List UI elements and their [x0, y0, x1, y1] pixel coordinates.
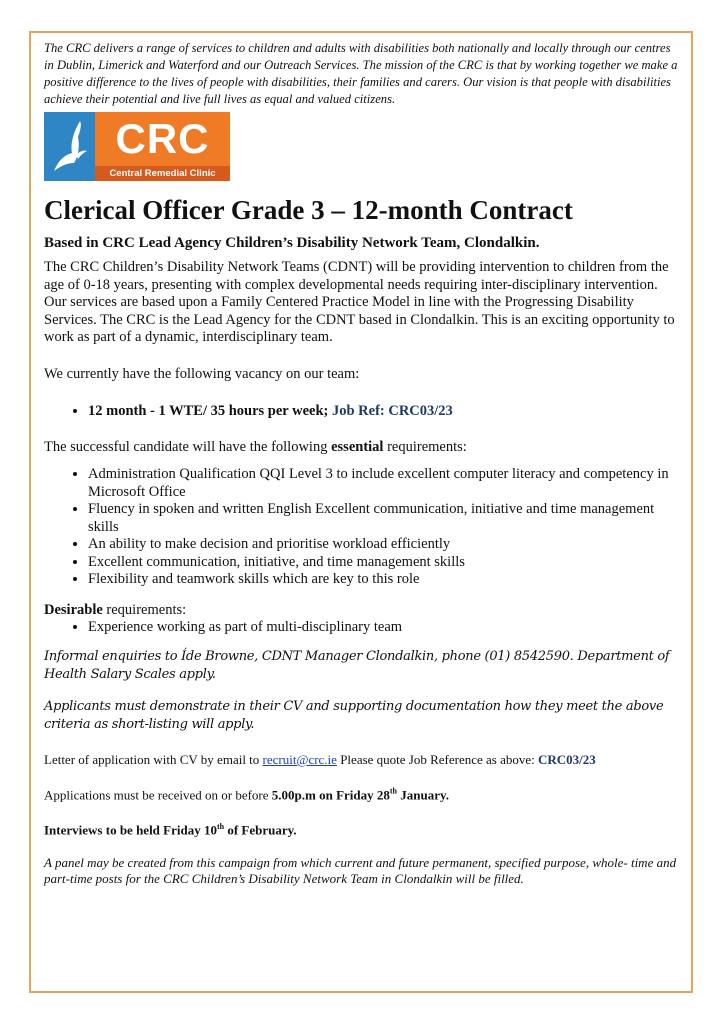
interview-month: of February. [224, 822, 297, 838]
logo-name: Central Remedial Clinic [95, 166, 230, 181]
list-item: • Fluency in spoken and written English Excellent communication, initiative and time management skills [88, 501, 680, 536]
logo-acronym: CRC [115, 115, 210, 162]
job-reference: Job Ref: CRC03/23 [331, 402, 453, 419]
list-item: • Experience working as part of multi-disciplinary team [88, 619, 680, 637]
list-item: • Flexibility and teamwork skills which are key to this role [88, 571, 680, 589]
deadline-month: January. [397, 787, 450, 803]
desirable-heading [44, 601, 680, 619]
essential-emphasis: essential [331, 439, 384, 455]
deadline-suffix: th [389, 787, 398, 796]
interview-suffix: th [216, 822, 225, 832]
list-item: • An ability to make decision and prioritise workload efficiently [88, 536, 680, 554]
desirable-emphasis: Desirable [44, 601, 103, 618]
application-deadline [44, 784, 680, 803]
applicants-note: Applicants must demonstrate in their CV and supporting documentation how they meet the above criteria as short-listing will apply. [44, 699, 664, 732]
page-title: Clerical Officer Grade 3 – 12-month Contract [44, 195, 573, 225]
crc-logo [44, 112, 230, 181]
essential-requirements-list [44, 466, 680, 589]
vacancy-intro: We currently have the following vacancy on our team: [44, 365, 360, 382]
deadline-text: Applications must be received on or before [44, 787, 272, 803]
job-reference-code: CRC03/23 [538, 752, 596, 767]
interview-text: Interviews to be held Friday 10 [44, 822, 217, 838]
intro-paragraph: The CRC delivers a range of services to children and adults with disabilities both nationally and locally through our centres in Dublin, Limerick and Waterford and our Outreach Services. The mission of the CRC is that by working together we make a positive difference to the lives of people with disabilities, their families and carers. Our vision is that people with disabilities achieve their potential and live full lives as equal and valued citizens. [44, 41, 678, 106]
recruit-email-link[interactable]: recruit@crc.ie [262, 752, 337, 767]
job-advert [44, 40, 680, 887]
location-subtitle: Based in CRC Lead Agency Children’s Disability Network Team, Clondalkin. [44, 235, 540, 251]
desirable-heading-text: requirements: [102, 601, 187, 618]
requirements-intro [44, 438, 680, 456]
list-item: • Administration Qualification QQI Level 3 to include excellent computer literacy and competency in Microsoft Office [88, 466, 680, 501]
enquiries-note: Informal enquiries to Íde Browne, CDNT Manager Clondalkin, phone (01) 8542590. Department of Health Salary Scales apply. [44, 649, 670, 682]
bird-icon [44, 112, 95, 181]
application-text: Letter of application with CV by email to [44, 752, 263, 767]
application-text-end: Please quote Job Reference as above: [336, 752, 539, 767]
list-item: • Excellent communication, initiative, and time management skills [88, 554, 680, 572]
desirable-requirements-list [44, 619, 680, 637]
deadline-date: 5.00p.m on Friday 28 [271, 787, 390, 803]
logo-text-block [95, 112, 230, 181]
panel-note: A panel may be created from this campaign from which current and future permanent, specified purpose, whole- time and part-time posts for the CRC Children’s Disability Network Team in Clondalkin will be filled. [44, 854, 677, 886]
requirements-intro-end: requirements: [383, 439, 467, 455]
application-instructions [44, 752, 680, 768]
vacancy-text: 12 month - 1 WTE/ 35 hours per week; [88, 402, 332, 419]
interview-date [44, 819, 680, 838]
list-item [88, 403, 680, 421]
requirements-intro-text: The successful candidate will have the following [44, 439, 332, 455]
vacancy-list [44, 403, 680, 421]
description-paragraph: The CRC Children’s Disability Network Teams (CDNT) will be providing intervention to children from the age of 0-18 years, presenting with complex developmental needs requiring inter-disciplinary intervention. Our services are based upon a Family Centered Practice Model in line with the Progressing Disability Services. The CRC is the Lead Agency for the CDNT based in Clondalkin. This is an exciting opportunity to work as part of a dynamic, interdisciplinary team. [44, 259, 675, 345]
